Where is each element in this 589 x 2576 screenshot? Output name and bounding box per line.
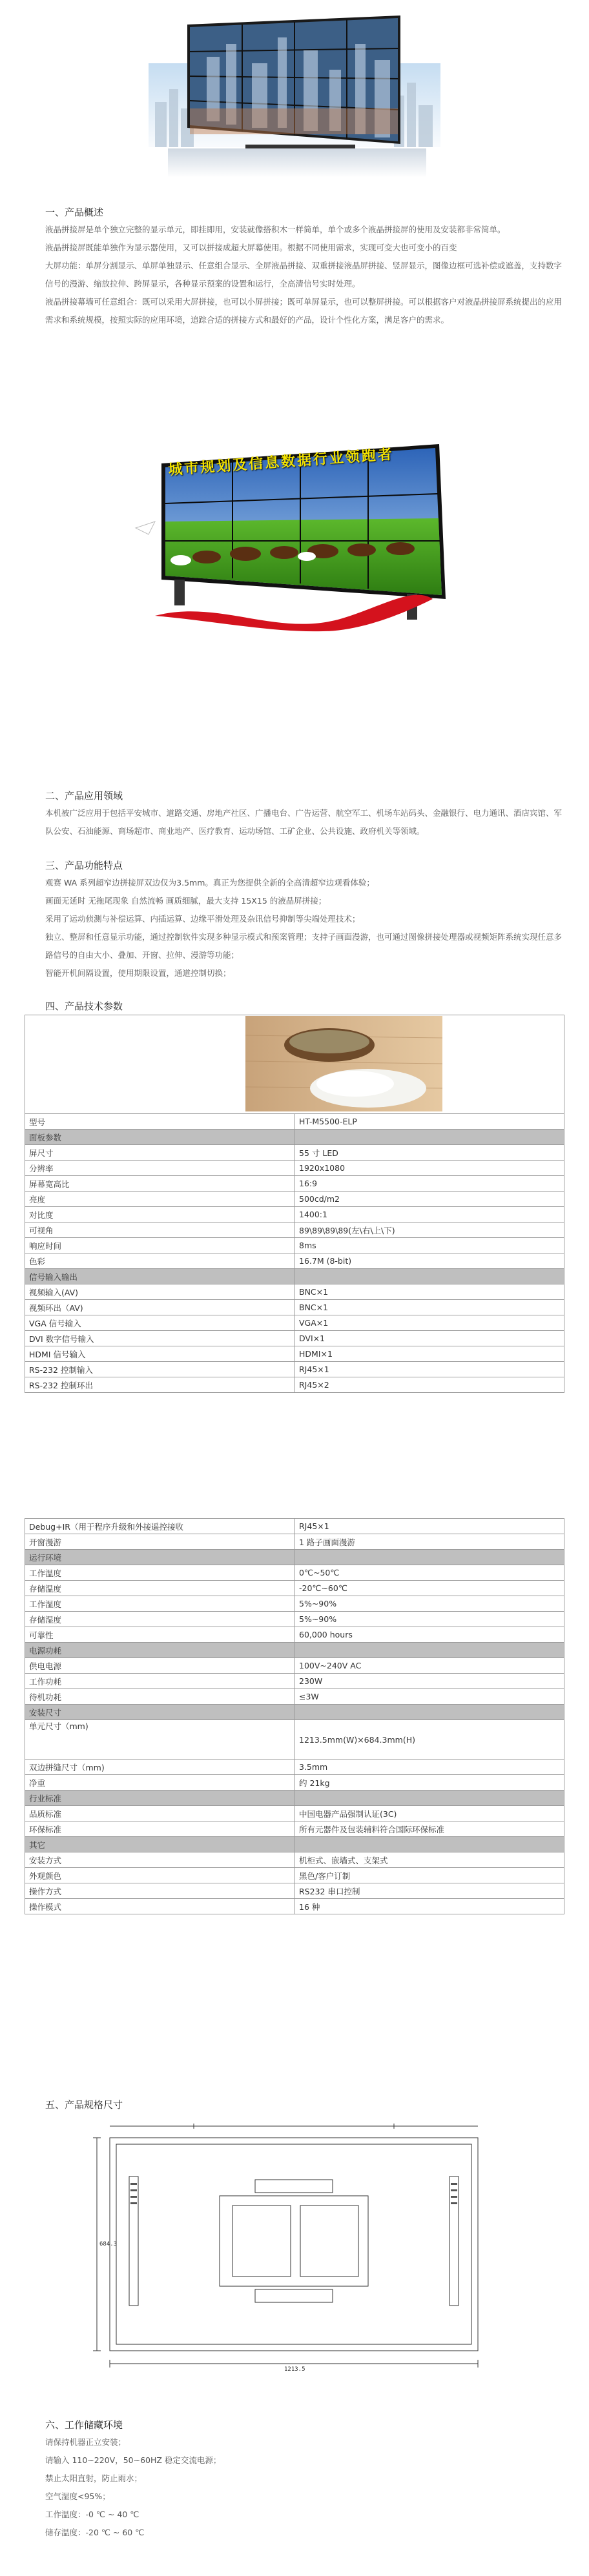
feature-paragraph: 独立、整屏和任意显示功能，通过控制软件实现多种显示模式和预案管理；支持子画面漫游，也可通过图像拼接处理器或视频矩阵系统实现任意多路信号的自由大小、叠加、开窗、拉伸、漫游等功能； [45, 932, 563, 960]
spec-row [25, 1519, 564, 1534]
spec-label: 型号 [25, 1114, 295, 1130]
spec-value: DVI×1 [295, 1331, 564, 1346]
spec-row [25, 1362, 564, 1377]
spec-group-row [25, 1643, 564, 1658]
spec-value: 黑色/客户订制 [295, 1868, 564, 1883]
spec-label: 视频输入(AV) [25, 1284, 295, 1300]
environment-line: 储存温度：-20 ℃ ~ 60 ℃ [45, 2528, 145, 2537]
spec-row [25, 1689, 564, 1705]
environment-line: 工作温度：-0 ℃ ~ 40 ℃ [45, 2510, 140, 2519]
horses-videowall-image [129, 425, 459, 639]
spec-label: 单元尺寸（mm) [25, 1720, 295, 1760]
spec-label: 安装尺寸 [25, 1705, 295, 1720]
spec-value: 500cd/m2 [295, 1192, 564, 1207]
spec-row [25, 1207, 564, 1222]
spec-row [25, 1565, 564, 1581]
section-features-title: 三、产品功能特点 [45, 860, 123, 871]
spec-value: 5%~90% [295, 1596, 564, 1612]
spec-label: 工作功耗 [25, 1674, 295, 1689]
environment-line: 请保持机器正立安装； [45, 2437, 127, 2447]
dimension-width-label: 1213.5 [284, 2366, 305, 2373]
spec-value: 16.7M (8-bit) [295, 1253, 564, 1269]
spec-row [25, 1821, 564, 1837]
feature-paragraph: 观赛 WA 系列超窄边拼接屏双边仅为3.5mm。真正为您提供全新的全高清超窄边观看体验； [45, 878, 375, 887]
spec-value: BNC×1 [295, 1284, 564, 1300]
spec-label: DVI 数字信号输入 [25, 1331, 295, 1346]
spec-group-row [25, 1269, 564, 1284]
spec-value [295, 1790, 564, 1806]
spec-row [25, 1145, 564, 1161]
section-application-title: 二、产品应用领域 [45, 790, 123, 802]
spec-table [25, 1113, 564, 1393]
spec-value: 60,000 hours [295, 1627, 564, 1643]
spec-row [25, 1883, 564, 1899]
spec-row [25, 1284, 564, 1300]
spec-group-row [25, 1705, 564, 1720]
spec-label: 屏幕宽高比 [25, 1176, 295, 1192]
spec-row [25, 1114, 564, 1130]
spec-row [25, 1253, 564, 1269]
videowall-product-image [149, 12, 440, 181]
overview-paragraph: 大屏功能：单屏分割显示、单屏单独显示、任意组合显示、全屏液晶拼接、双重拼接液晶屏拼接、竖屏显示，图像边框可选补偿或遮盖，支持数字信号的漫游、缩放拉伸、跨屏显示，各种显示预案的设置和运行，全高清信号实时处理。 [45, 261, 563, 289]
spec-row [25, 1534, 564, 1550]
spec-label: 工作温度 [25, 1565, 295, 1581]
spec-label: 响应时间 [25, 1238, 295, 1253]
spec-value: 中国电器产品强制认证(3C) [295, 1806, 564, 1821]
spec-label: 信号输入输出 [25, 1269, 295, 1284]
spec-value [295, 1550, 564, 1565]
spec-label: 色彩 [25, 1253, 295, 1269]
spec-row [25, 1596, 564, 1612]
dimension-height-label: 684.3 [99, 2241, 118, 2247]
spec-label: 安装方式 [25, 1852, 295, 1868]
spec-label: HDMI 信号输入 [25, 1346, 295, 1362]
spec-value: 1920x1080 [295, 1161, 564, 1176]
spec-row [25, 1612, 564, 1627]
spec-value: BNC×1 [295, 1300, 564, 1315]
spec-value: 5%~90% [295, 1612, 564, 1627]
spec-label: VGA 信号输入 [25, 1315, 295, 1331]
spec-table-continued [25, 1518, 564, 1914]
spec-label: 待机功耗 [25, 1689, 295, 1705]
feature-paragraph: 画面无延时 无拖尾现象 自然流畅 画质细腻，最大支持 15X15 的液晶屏拼接； [45, 896, 327, 906]
spec-value: VGA×1 [295, 1315, 564, 1331]
spec-row [25, 1760, 564, 1775]
spec-label: 电源功耗 [25, 1643, 295, 1658]
spec-group-row [25, 1790, 564, 1806]
feature-paragraph: 采用了运动侦测与补偿运算、内插运算、边缘平滑处理及杂讯信号抑制等尖端处理技术； [45, 914, 360, 924]
spec-value: 约 21kg [295, 1775, 564, 1790]
section-overview-title: 一、产品概述 [45, 207, 104, 218]
spec-label: 存储湿度 [25, 1612, 295, 1627]
spec-value: 1400:1 [295, 1207, 564, 1222]
spec-row [25, 1806, 564, 1821]
environment-line: 禁止太阳直射，防止雨水； [45, 2473, 143, 2483]
spec-label: 外观颜色 [25, 1868, 295, 1883]
spec-row [25, 1377, 564, 1393]
spec-value [295, 1643, 564, 1658]
spec-label: 双边拼缝尺寸（mm) [25, 1760, 295, 1775]
rice-bowl-image [245, 1016, 442, 1111]
spec-row [25, 1775, 564, 1790]
section-features-body [45, 874, 562, 982]
spec-label: 面板参数 [25, 1130, 295, 1145]
spec-value [295, 1705, 564, 1720]
spec-row [25, 1720, 564, 1760]
spec-value: 机柜式、嵌墙式、支架式 [295, 1852, 564, 1868]
spec-label: 分辨率 [25, 1161, 295, 1176]
spec-label: 运行环境 [25, 1550, 295, 1565]
spec-value: RJ45×1 [295, 1519, 564, 1534]
spec-row [25, 1331, 564, 1346]
spec-label: RS-232 控制环出 [25, 1377, 295, 1393]
spec-row [25, 1627, 564, 1643]
spec-value: -20℃~60℃ [295, 1581, 564, 1596]
spec-value: 230W [295, 1674, 564, 1689]
spec-value: 所有元器件及包装辅料符合国际环保标准 [295, 1821, 564, 1837]
environment-line: 请输入 110~220V，50~60HZ 稳定交流电源； [45, 2455, 222, 2465]
spec-label: 视频环出（AV) [25, 1300, 295, 1315]
overview-paragraph: 液晶拼接幕墙可任意组合：既可以采用大屏拼接，也可以小屏拼接；既可单屏显示，也可以整屏拼接。可以根据客户对液晶拼接屏系统提出的应用需求和系统规模，按照实际的应用环境，追踪合适的拼接方式和最好的产品，设计个性化方案，满足客户的需求。 [45, 297, 563, 325]
spec-row [25, 1899, 564, 1914]
feature-paragraph: 智能开机间隔设置，使用期限设置，通道控制切换； [45, 968, 231, 978]
spec-value: RJ45×1 [295, 1362, 564, 1377]
spec-label: 品质标准 [25, 1806, 295, 1821]
spec-row [25, 1161, 564, 1176]
spec-row [25, 1300, 564, 1315]
spec-value [295, 1837, 564, 1852]
spec-row [25, 1238, 564, 1253]
spec-label: 操作方式 [25, 1883, 295, 1899]
spec-value: 89\89\89\89(左\右\上\下) [295, 1222, 564, 1238]
spec-value: 55 寸 LED [295, 1145, 564, 1161]
spec-label: 屏尺寸 [25, 1145, 295, 1161]
spec-value: 100V~240V AC [295, 1658, 564, 1674]
spec-label: 其它 [25, 1837, 295, 1852]
spec-row [25, 1176, 564, 1192]
spec-value [295, 1130, 564, 1145]
spec-label: 净重 [25, 1775, 295, 1790]
spec-value: RS232 串口控制 [295, 1883, 564, 1899]
spec-row [25, 1674, 564, 1689]
overview-paragraph: 液晶拼接屏是单个独立完整的显示单元，即挂即用，安装就像搭积木一样简单，单个或多个液晶拼接屏的使用及安装都非常简单。 [45, 225, 506, 234]
section-environment-body [45, 2433, 562, 2542]
spec-value: ≤3W [295, 1689, 564, 1705]
spec-label: 供电电源 [25, 1658, 295, 1674]
section-specs-title: 四、产品技术参数 [45, 1000, 123, 1012]
banner-slogan: 城市规划及信息数据行业领跑者 [167, 446, 395, 479]
spec-label: 行业标准 [25, 1790, 295, 1806]
section-overview-body [45, 221, 562, 329]
spec-row [25, 1868, 564, 1883]
spec-value: HDMI×1 [295, 1346, 564, 1362]
spec-value: 1 路子画面漫游 [295, 1534, 564, 1550]
spec-label: 可视角 [25, 1222, 295, 1238]
spec-label: RS-232 控制输入 [25, 1362, 295, 1377]
spec-value: 1213.5mm(W)×684.3mm(H) [295, 1720, 564, 1760]
spec-row [25, 1346, 564, 1362]
spec-label: 环保标准 [25, 1821, 295, 1837]
application-paragraph: 本机被广泛应用于包括平安城市、道路交通、房地产社区、广播电台、广告运营、航空军工、机场车站码头、金融银行、电力通讯、酒店宾馆、军队公安、石油能源、商场超市、商业地产、医疗教育、运动场馆、工矿企业、公共设施、政府机关等领域。 [45, 808, 563, 836]
spec-row [25, 1852, 564, 1868]
spec-row [25, 1581, 564, 1596]
spec-label: 亮度 [25, 1192, 295, 1207]
spec-value: HT-M5500-ELP [295, 1114, 564, 1130]
spec-row [25, 1192, 564, 1207]
spec-value: 16 种 [295, 1899, 564, 1914]
spec-label: 工作湿度 [25, 1596, 295, 1612]
spec-group-row [25, 1837, 564, 1852]
spec-row [25, 1222, 564, 1238]
spec-label: 可靠性 [25, 1627, 295, 1643]
spec-value: 0℃~50℃ [295, 1565, 564, 1581]
spec-group-row [25, 1550, 564, 1565]
spec-label: 存储温度 [25, 1581, 295, 1596]
spec-value: 16:9 [295, 1176, 564, 1192]
section-environment-title: 六、工作储藏环境 [45, 2419, 123, 2431]
spec-label: 开窗漫游 [25, 1534, 295, 1550]
spec-value [295, 1269, 564, 1284]
spec-group-row [25, 1130, 564, 1145]
spec-value: 3.5mm [295, 1760, 564, 1775]
spec-label: Debug+IR（用于程序升级和外接遥控接收 [25, 1519, 295, 1534]
spec-value: 8ms [295, 1238, 564, 1253]
section-dimensions-title: 五、产品规格尺寸 [45, 2099, 123, 2111]
environment-line: 空气湿度<95%； [45, 2491, 110, 2501]
spec-label: 操作模式 [25, 1899, 295, 1914]
section-application-body [45, 804, 562, 840]
spec-row [25, 1658, 564, 1674]
spec-value: RJ45×2 [295, 1377, 564, 1393]
spec-label: 对比度 [25, 1207, 295, 1222]
spec-row [25, 1315, 564, 1331]
dimension-drawing [90, 2118, 497, 2377]
overview-paragraph: 液晶拼接屏既能单独作为显示器使用，又可以拼接成超大屏幕使用。根据不同使用需求，实现可变大也可变小的百变 [45, 243, 457, 252]
